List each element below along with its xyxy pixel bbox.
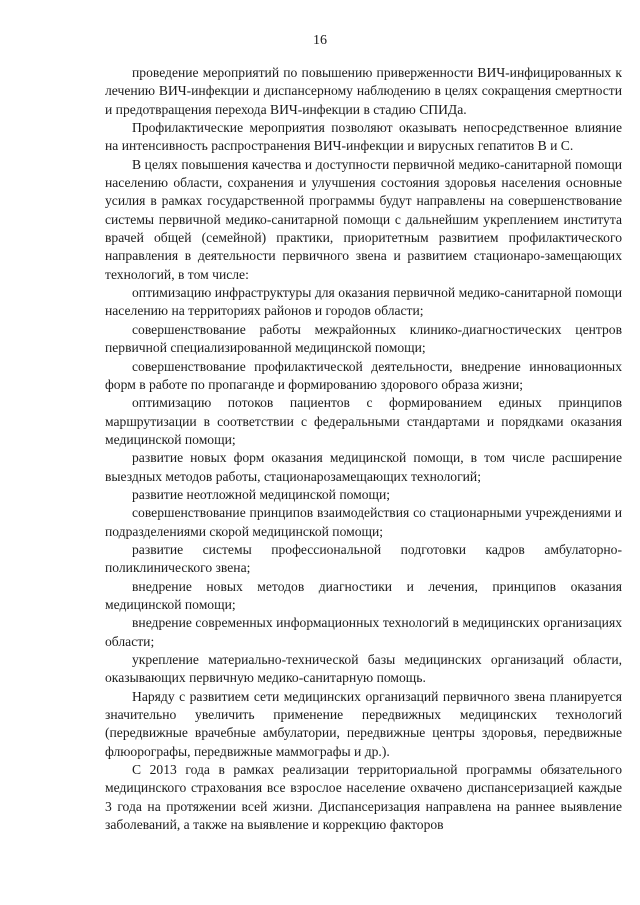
page-number: 16: [313, 33, 327, 48]
paragraph-mobile-technologies: Наряду с развитием сети медицинских организаций первичного звена планируется значительно увеличить применение передвижных медицинских технологий (передвижные врачебные амбулатории, передвижные центры здоровья, передвижные флюорографы, передвижные маммографы и др.).: [105, 688, 622, 759]
list-item-staff-training: развитие системы профессиональной подготовки кадров амбулаторно-поликлинического звена;: [105, 541, 622, 576]
list-item-patient-routing: оптимизацию потоков пациентов с формированием единых принципов маршрутизации в соответствии с федеральными стандартами и порядками оказания медицинской помощи;: [105, 395, 622, 447]
paragraph-prevention-impact: Профилактические мероприятия позволяют оказывать непосредственное влияние на интенсивность распространения ВИЧ-инфекции и вирусных гепатитов В и С.: [105, 120, 622, 154]
list-item-material-base: укрепление материально-технической базы медицинских организаций области, оказывающих первичную медико-санитарную помощь.: [105, 652, 622, 686]
list-item-new-care-forms: развитие новых форм оказания медицинской помощи, в том числе расширение выездных методов работы, стационарозамещающих технологий;: [105, 450, 622, 484]
list-item-hospital-interaction: совершенствование принципов взаимодействия со стационарными учреждениями и подразделениями скорой медицинской помощи;: [105, 505, 622, 539]
list-item-it-technologies: внедрение современных информационных технологий в медицинских организациях области;: [105, 615, 622, 649]
list-item-interdistrict-centers: совершенствование работы межрайонных клинико-диагностических центров первичной специализированной медицинской помощи;: [105, 321, 622, 356]
list-item-emergency-care: развитие неотложной медицинской помощи;: [132, 486, 391, 502]
list-item-prevention-activities: совершенствование профилактической деятельности, внедрение инновационных форм в работе по пропаганде и формированию здорового образа жизни;: [105, 358, 622, 392]
page-body: [105, 64, 622, 834]
list-item-new-methods: внедрение новых методов диагностики и лечения, принципов оказания медицинской помощи;: [105, 578, 622, 612]
paragraph-hiv-adherence: проведение мероприятий по повышению приверженности ВИЧ-инфицированных к лечению ВИЧ-инфекции и диспансерному наблюдению в целях сокращения смертности и предотвращения перехода ВИЧ-инфекции в стадию СПИДа.: [105, 65, 622, 117]
list-item-infrastructure: оптимизацию инфраструктуры для оказания первичной медико-санитарной помощи населению на территориях районов и городов области;: [105, 285, 622, 319]
paragraph-primary-care-goals: В целях повышения качества и доступности первичной медико-санитарной помощи населению области, сохранения и улучшения состояния здоровья населения основные усилия в рамках государственной программы будут направлены на совершенствование системы первичной медико-санитарной помощи с дальнейшим укреплением института врачей общей (семейной) практики, приоритетным развитием профилактического направления в деятельности первичного звена и развитием стационаро-замещающих технологий, в том числе:: [105, 156, 622, 282]
paragraph-dispensarization: С 2013 года в рамках реализации территориальной программы обязательного медицинского страхования все взрослое население охвачено диспансеризацией каждые 3 года на протяжении всей жизни. Диспансеризация направлена на раннее выявление заболеваний, а также на выявление и коррекцию факторов: [105, 762, 622, 833]
